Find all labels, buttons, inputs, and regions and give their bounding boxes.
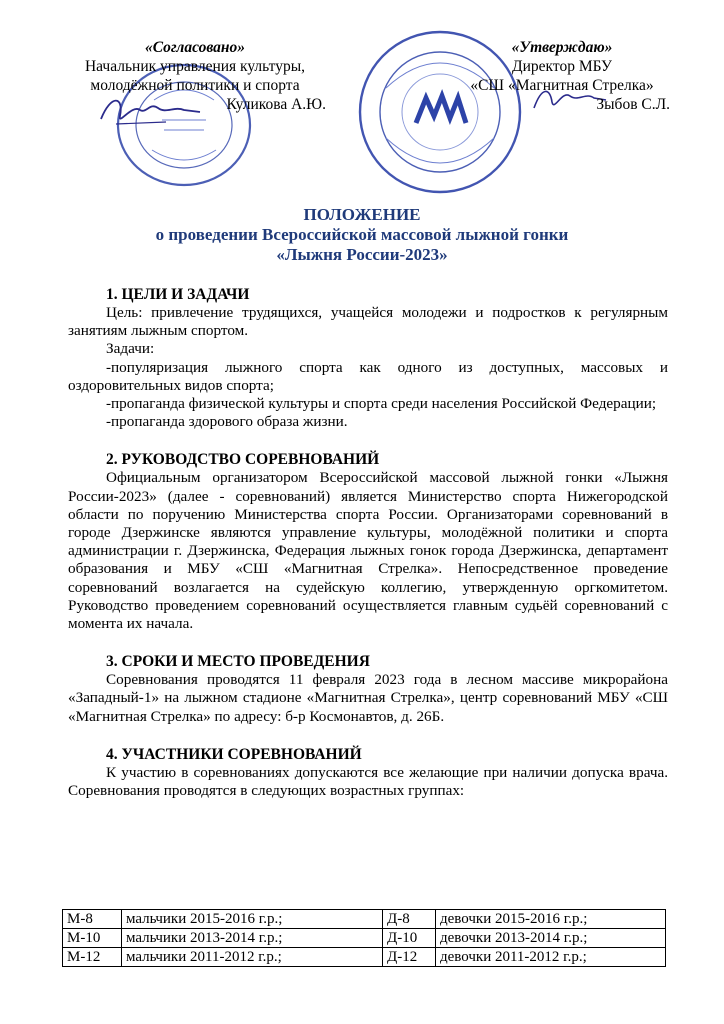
section-title-management: 2. РУКОВОДСТВО СОРЕВНОВАНИЙ <box>106 451 380 469</box>
section-goals <box>68 285 668 431</box>
approval-block-agreed <box>60 38 330 114</box>
document-title <box>0 205 724 265</box>
section-title-goals: 1. ЦЕЛИ И ЗАДАЧИ <box>106 286 250 303</box>
table-row <box>63 910 666 929</box>
dates-paragraph: Соревнования проводятся 11 февраля 2023 года в лесном массиве микрорайона «Западный-1» на лыжном стадионе «Магнитная Стрелка», центр соревнований МБУ «СШ «Магнитная Стрелка» по адресу: б-р Космонавтов, д. 26Б. <box>68 671 668 725</box>
title-line-1: ПОЛОЖЕНИЕ <box>303 205 421 224</box>
age-code-male: М-8 <box>63 910 122 929</box>
goals-paragraph-task-3: -пропаганда здорового образа жизни. <box>106 413 348 431</box>
age-desc-male: мальчики 2013-2014 г.р.; <box>122 929 383 948</box>
approval-heading-approved: «Утверждаю» <box>511 39 613 56</box>
age-desc-male: мальчики 2015-2016 г.р.; <box>122 910 383 929</box>
age-code-female: Д-10 <box>383 929 436 948</box>
section-participants <box>68 745 668 800</box>
title-line-3: «Лыжня России-2023» <box>276 245 448 264</box>
goals-paragraph-tasks-label: Задачи: <box>106 340 155 358</box>
table-row <box>63 948 666 967</box>
age-code-female: Д-12 <box>383 948 436 967</box>
approver-position-line1: Начальник управления культуры, <box>84 58 305 75</box>
age-code-female: Д-8 <box>383 910 436 929</box>
table-row <box>63 929 666 948</box>
participants-paragraph: К участию в соревнованиях допускаются все желающие при наличии допуска врача. Соревнования проводятся в следующих возрастных группах: <box>68 763 668 800</box>
approver-name: Куликова А.Ю. <box>226 96 326 113</box>
director-position-line2: «СШ «Магнитная Стрелка» <box>470 77 654 94</box>
goals-paragraph-aim: Цель: привлечение трудящихся, учащейся молодежи и подростков к регулярным занятиям лыжным спортом. <box>68 304 668 340</box>
age-desc-male: мальчики 2011-2012 г.р.; <box>122 948 383 967</box>
age-desc-female: девочки 2011-2012 г.р.; <box>436 948 666 967</box>
section-title-participants: 4. УЧАСТНИКИ СОРЕВНОВАНИЙ <box>106 745 362 763</box>
management-paragraph: Официальным организатором Всероссийской массовой лыжной гонки «Лыжня России-2023» (далее - соревнований) является Министерство спорта Нижегородской области по поручению Министерства спорта России. Организаторами соревнований в городе Дзержинске являются управление культуры, молодёжной политики и спорта администрации г. Дзержинска, Федерация лыжных гонок города Дзержинска, департамент образования и МБУ «СШ «Магнитная Стрелка». Непосредственное проведение соревнований возлагается на судейскую коллегию, утвержденную оргкомитетом. Руководство проведением соревнований осуществляется главным судьёй соревнований с момента их начала. <box>68 469 668 633</box>
approver-position-line2: молодёжной политики и спорта <box>90 77 300 94</box>
age-code-male: М-12 <box>63 948 122 967</box>
age-desc-female: девочки 2015-2016 г.р.; <box>436 910 666 929</box>
title-line-2: о проведении Всероссийской массовой лыжной гонки <box>155 225 569 244</box>
approval-block-approved <box>452 38 672 114</box>
director-name: Зыбов С.Л. <box>596 96 670 113</box>
approval-heading-agreed: «Согласовано» <box>144 39 246 56</box>
section-title-dates: 3. СРОКИ И МЕСТО ПРОВЕДЕНИЯ <box>106 653 370 671</box>
age-code-male: М-10 <box>63 929 122 948</box>
goals-paragraph-task-2: -пропаганда физической культуры и спорта среди населения Российской Федерации; <box>106 395 657 413</box>
goals-paragraph-task-1: -популяризация лыжного спорта как одного из доступных, массовых и оздоровительных видов спорта; <box>68 358 668 394</box>
age-groups-table <box>62 909 666 967</box>
age-desc-female: девочки 2013-2014 г.р.; <box>436 929 666 948</box>
director-position-line1: Директор МБУ <box>512 58 612 75</box>
section-management <box>68 450 668 633</box>
document-body <box>68 285 668 819</box>
section-dates <box>68 652 668 726</box>
